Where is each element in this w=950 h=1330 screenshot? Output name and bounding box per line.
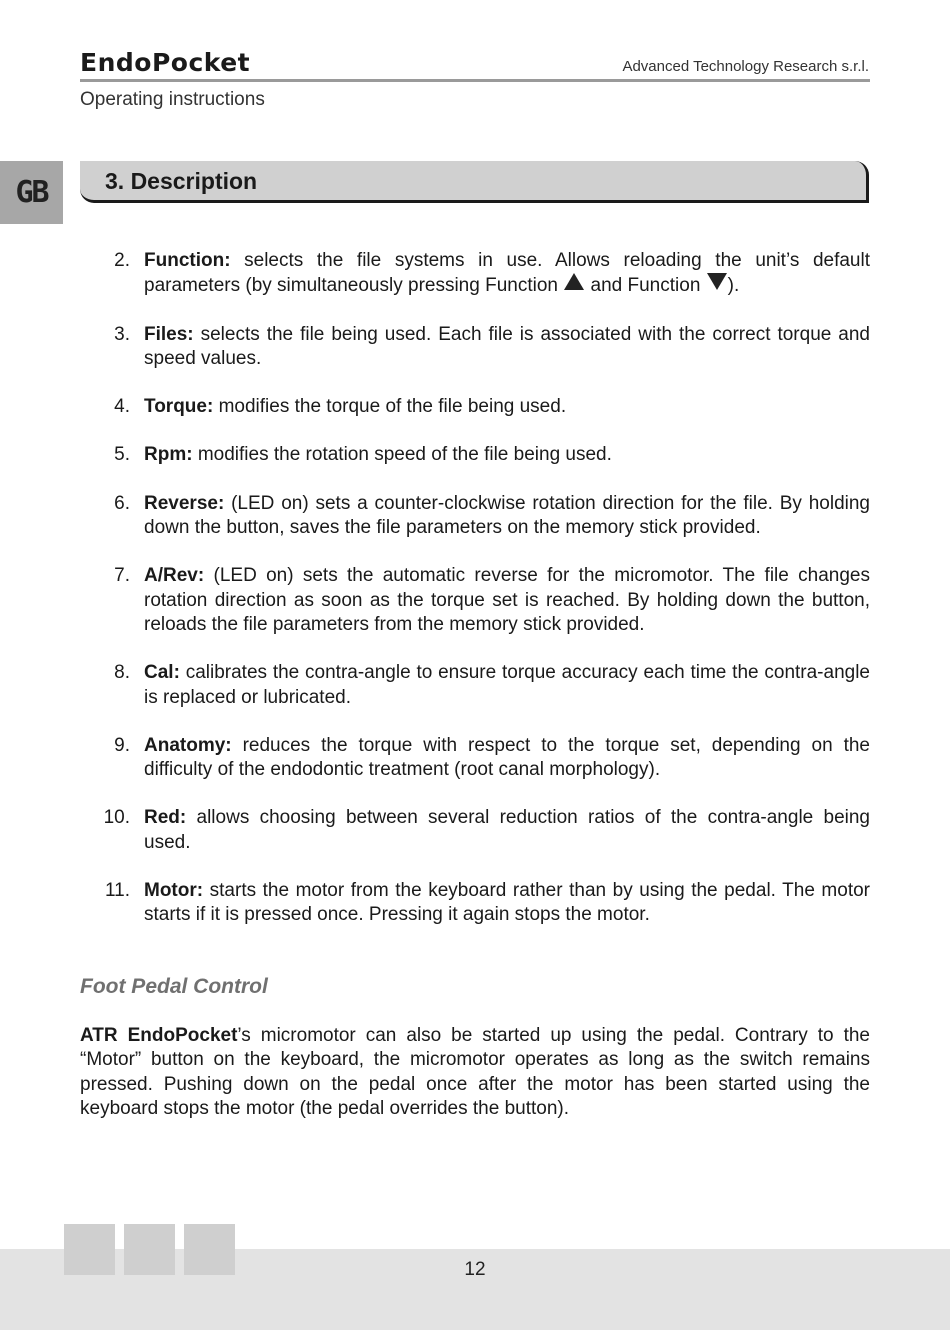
item-text: ).	[727, 275, 740, 297]
list-item-motor	[80, 879, 870, 928]
item-label: Function:	[144, 250, 231, 271]
item-number: 11.	[104, 880, 130, 902]
item-number: 8.	[114, 662, 130, 684]
list-item-function	[80, 249, 870, 299]
list-item-red	[80, 806, 870, 855]
up-triangle-icon	[564, 273, 584, 290]
item-text: starts the motor from the keyboard rather than by using the pedal. The motor starts if it is pressed once. Pressing it again stops the motor.	[144, 880, 870, 926]
section-header	[80, 161, 869, 203]
list-item-rpm	[80, 443, 870, 467]
item-number: 10.	[103, 807, 130, 829]
item-text: (LED on) sets the automatic reverse for the micromotor. The file changes rotation direction as soon as the torque set is reached. By holding down the button, reloads the file parameters from the memory stick provided.	[144, 565, 870, 635]
foot-pedal-paragraph	[80, 1024, 870, 1121]
subsection-heading: Foot Pedal Control	[80, 975, 268, 998]
section-title: 3. Description	[105, 168, 258, 194]
item-text: selects the file systems in use. Allows reloading the unit’s default parameters (by simultaneously pressing Function	[144, 250, 870, 297]
item-label: Red:	[144, 807, 187, 829]
item-label: Torque:	[144, 396, 214, 418]
description-list	[80, 249, 870, 952]
item-label: Rpm:	[144, 444, 193, 466]
page-number: 12	[464, 1259, 486, 1280]
list-item-torque	[80, 395, 870, 419]
company-name: Advanced Technology Research s.r.l.	[622, 58, 869, 75]
down-triangle-icon	[707, 273, 727, 290]
item-number: 3.	[114, 323, 130, 345]
item-text: calibrates the contra-angle to ensure torque accuracy each time the contra-angle is replaced or lubricated.	[144, 662, 870, 708]
language-tab: GB	[0, 161, 63, 224]
item-text: and Function	[585, 275, 706, 297]
brand-logo: EndoPocket	[80, 48, 251, 77]
item-number: 6.	[114, 492, 130, 514]
list-item-reverse	[80, 492, 870, 541]
brand-name: ATR EndoPocket	[80, 1025, 238, 1046]
item-label: Anatomy:	[144, 734, 232, 756]
list-item-anatomy	[80, 734, 870, 783]
item-label: A/Rev:	[144, 565, 205, 587]
item-number: 4.	[114, 396, 130, 418]
item-text: reduces the torque with respect to the torque set, depending on the difficulty of the endodontic treatment (root canal morphology).	[144, 734, 870, 781]
paragraph-text: ’s micromotor can also be started up using the pedal. Contrary to the “Motor” button on the keyboard, the micromotor operates as long as the switch remains pressed. Pushing down on the pedal once after the motor has been started using the keyboard stops the motor (the pedal overrides the button).	[80, 1025, 870, 1119]
item-number: 7.	[114, 565, 130, 587]
item-number: 5.	[114, 444, 130, 466]
list-item-files	[80, 323, 870, 372]
item-text: allows choosing between several reduction ratios of the contra-angle being used.	[144, 807, 870, 853]
list-item-arev	[80, 564, 870, 637]
item-text: modifies the torque of the file being used.	[213, 396, 567, 418]
list-item-cal	[80, 661, 870, 710]
document-subtitle: Operating instructions	[80, 89, 265, 110]
item-label: Cal:	[144, 662, 180, 684]
item-text: selects the file being used. Each file is associated with the correct torque and speed values.	[144, 323, 870, 369]
item-number: 2.	[114, 250, 130, 271]
item-text: modifies the rotation speed of the file being used.	[192, 444, 612, 466]
item-label: Motor:	[144, 880, 204, 902]
item-label: Reverse:	[144, 492, 225, 514]
header-divider	[80, 79, 870, 82]
item-number: 9.	[114, 734, 130, 756]
item-text: (LED on) sets a counter-clockwise rotation direction for the file. By holding down the button, saves the file parameters on the memory stick provided.	[144, 492, 870, 539]
item-label: Files:	[144, 323, 194, 345]
